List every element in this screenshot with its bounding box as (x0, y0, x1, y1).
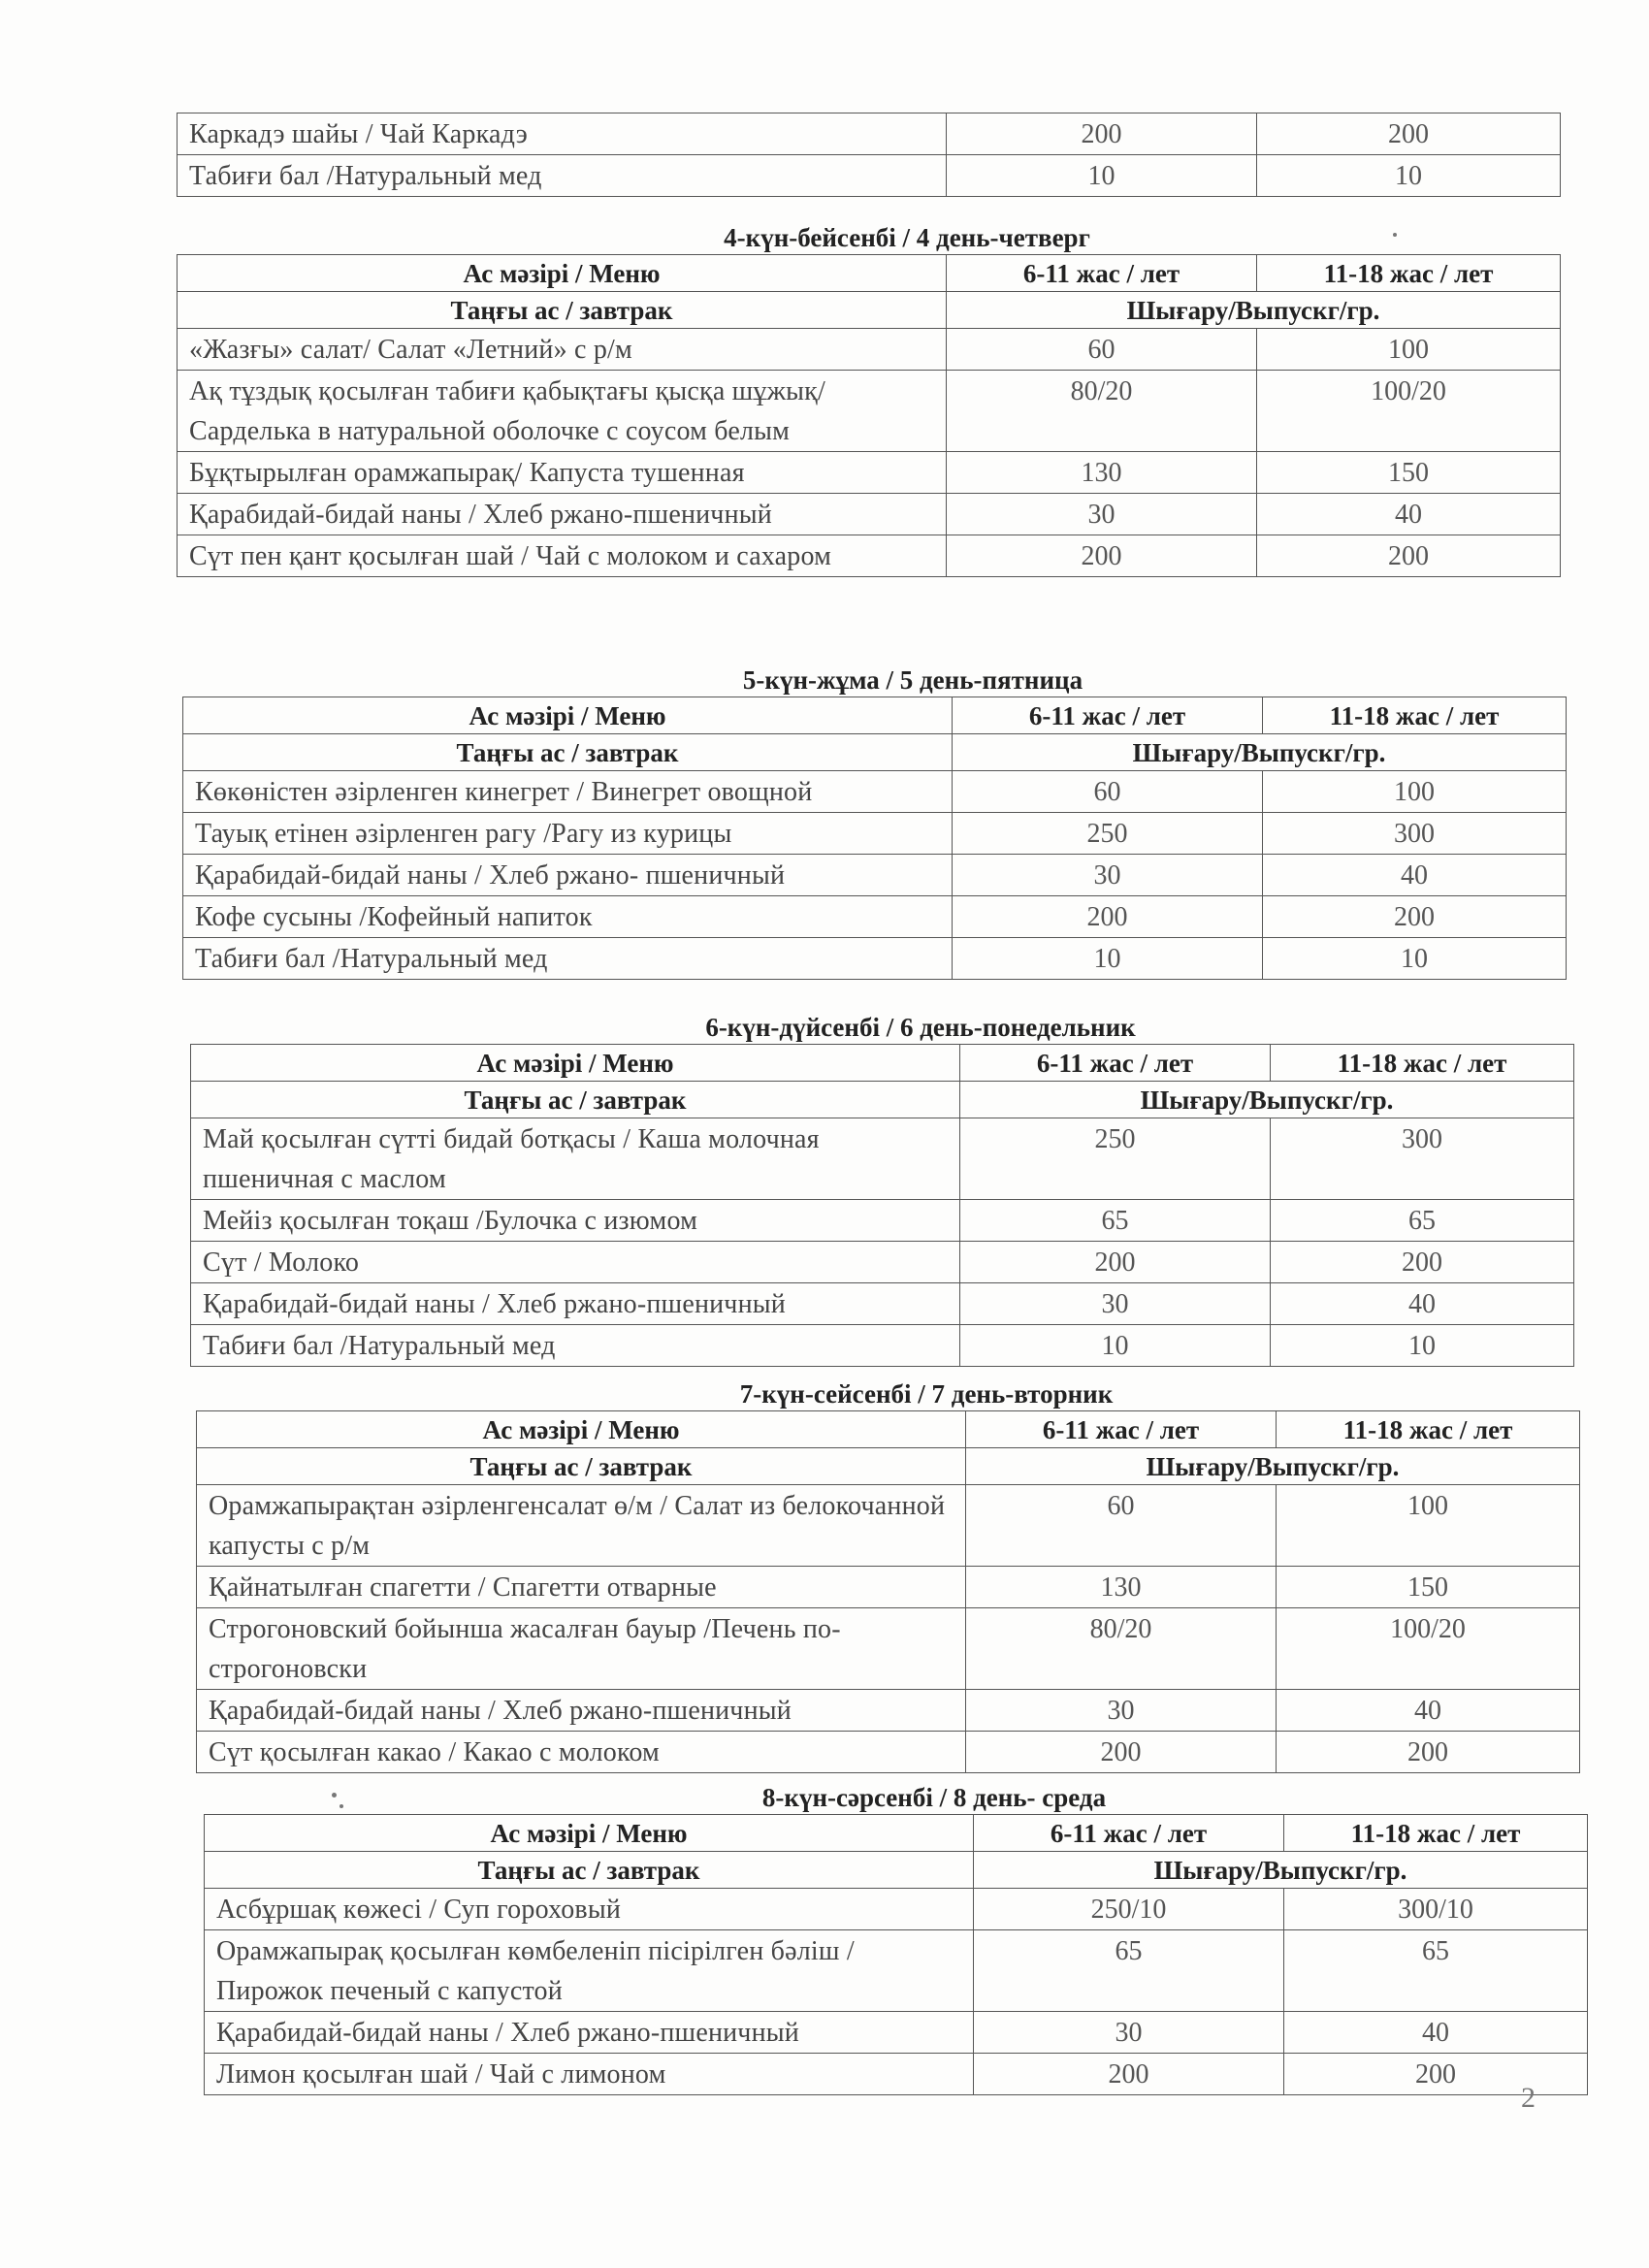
portion-11-18: 10 (1263, 938, 1567, 980)
meal-header-row (183, 734, 1567, 771)
portion-11-18: 100 (1257, 329, 1561, 371)
portion-11-18: 150 (1277, 1567, 1580, 1608)
day-8-section (204, 1781, 1587, 2095)
portion-6-11: 250 (953, 813, 1263, 855)
table-row (178, 371, 1561, 452)
table-row (178, 452, 1561, 494)
dish-name: Кофе сусыны /Кофейный напиток (183, 896, 953, 938)
portion-6-11: 250 (960, 1118, 1271, 1200)
meal-header: Таңғы ас / завтрак (197, 1448, 966, 1485)
scan-speck (340, 1804, 343, 1808)
dish-name: Қайнатылған спагетти / Спагетти отварные (197, 1567, 966, 1608)
table-row (197, 1567, 1580, 1608)
dish-name: Асбұршақ көжесі / Суп гороховый (205, 1889, 974, 1930)
day-title: 7-күн-сейсенбі / 7 день-вторник (739, 1379, 1114, 1409)
dish-name: Табиғи бал /Натуральный мед (178, 155, 947, 197)
portion-11-18: 300 (1271, 1118, 1574, 1200)
continuation-table (177, 113, 1561, 197)
table-row (205, 1930, 1588, 2012)
portion-11-18: 40 (1271, 1283, 1574, 1325)
menu-table (196, 1410, 1580, 1773)
table-header-row (178, 255, 1561, 292)
table-row (183, 896, 1567, 938)
table-row (183, 771, 1567, 813)
meal-header-row (205, 1852, 1588, 1889)
menu-table (177, 254, 1561, 577)
dish-name: Мейіз қосылған тоқаш /Булочка с изюмом (191, 1200, 960, 1242)
dish-name: Каркадэ шайы / Чай Каркадэ (178, 113, 947, 155)
dish-name: Строгоновский бойынша жасалған бауыр /Печень по-строгоновски (197, 1608, 966, 1690)
meal-header: Таңғы ас / завтрак (183, 734, 953, 771)
menu-header: Ас мәзірі / Меню (197, 1411, 966, 1448)
portion-11-18: 100/20 (1257, 371, 1561, 452)
portion-6-11: 10 (960, 1325, 1271, 1367)
portion-11-18: 65 (1284, 1930, 1588, 2012)
dish-name: Ақ тұздық қосылған табиғи қабықтағы қысқа шұжық/ Сарделька в натуральной оболочке с соусом белым (178, 371, 947, 452)
portion-11-18: 65 (1271, 1200, 1574, 1242)
output-header: Шығару/Выпускг/гр. (947, 292, 1561, 329)
portion-11-18: 40 (1257, 494, 1561, 535)
meal-header-row (197, 1448, 1580, 1485)
portion-6-11: 65 (960, 1200, 1271, 1242)
table-row (183, 938, 1567, 980)
portion-11-18: 40 (1263, 855, 1567, 896)
portion-6-11: 30 (953, 855, 1263, 896)
menu-header: Ас мәзірі / Меню (205, 1815, 974, 1852)
table-row (197, 1485, 1580, 1567)
table-row (191, 1325, 1574, 1367)
portion-11-18: 300 (1263, 813, 1567, 855)
table-header-row (205, 1815, 1588, 1852)
portion-6-11: 130 (947, 452, 1257, 494)
table-row (191, 1200, 1574, 1242)
menu-table (190, 1044, 1574, 1367)
dish-name: Лимон қосылған шай / Чай с лимоном (205, 2054, 974, 2095)
portion-6-11: 250/10 (974, 1889, 1284, 1930)
menu-header: Ас мәзірі / Меню (191, 1045, 960, 1082)
dish-name: Сүт / Молоко (191, 1242, 960, 1283)
scan-speck (1393, 233, 1397, 237)
dish-name: Қарабидай-бидай наны / Хлеб ржано-пшеничный (191, 1283, 960, 1325)
table-row (197, 1732, 1580, 1773)
table-row (191, 1283, 1574, 1325)
dish-name: Қарабидай-бидай наны / Хлеб ржано-пшеничный (178, 494, 947, 535)
portion-11-18: 100 (1263, 771, 1567, 813)
table-row (178, 535, 1561, 577)
age-header-11-18: 11-18 жас / лет (1284, 1815, 1588, 1852)
table-row (205, 2054, 1588, 2095)
portion-6-11: 10 (947, 155, 1257, 197)
table-row (191, 1242, 1574, 1283)
portion-6-11: 60 (966, 1485, 1277, 1567)
portion-11-18: 200 (1284, 2054, 1588, 2095)
table-row (205, 2012, 1588, 2054)
table-row (178, 155, 1561, 197)
portion-11-18: 200 (1257, 113, 1561, 155)
portion-6-11: 200 (947, 113, 1257, 155)
output-header: Шығару/Выпускг/гр. (960, 1082, 1574, 1118)
output-header: Шығару/Выпускг/гр. (974, 1852, 1588, 1889)
day-title: 5-күн-жұма / 5 день-пятница (742, 665, 1083, 695)
table-header-row (183, 697, 1567, 734)
table-row (197, 1608, 1580, 1690)
portion-6-11: 30 (966, 1690, 1277, 1732)
age-header-6-11: 6-11 жас / лет (947, 255, 1257, 292)
meal-header: Таңғы ас / завтрак (191, 1082, 960, 1118)
dish-name: Қарабидай-бидай наны / Хлеб ржано- пшеничный (183, 855, 953, 896)
age-header-11-18: 11-18 жас / лет (1257, 255, 1561, 292)
portion-6-11: 200 (953, 896, 1263, 938)
portion-11-18: 100 (1277, 1485, 1580, 1567)
age-header-11-18: 11-18 жас / лет (1277, 1411, 1580, 1448)
table-row (183, 813, 1567, 855)
day-title: 6-күн-дүйсенбі / 6 день-понедельник (705, 1013, 1136, 1042)
table-row (191, 1118, 1574, 1200)
continuation-table-block (177, 113, 1560, 197)
age-header-6-11: 6-11 жас / лет (966, 1411, 1277, 1448)
table-row (205, 1889, 1588, 1930)
portion-11-18: 200 (1271, 1242, 1574, 1283)
portion-6-11: 60 (947, 329, 1257, 371)
portion-11-18: 200 (1257, 535, 1561, 577)
dish-name: Сүт пен қант қосылған шай / Чай с молоком и сахаром (178, 535, 947, 577)
portion-6-11: 65 (974, 1930, 1284, 2012)
dish-name: Табиғи бал /Натуральный мед (183, 938, 953, 980)
day-4-section (177, 221, 1560, 577)
meal-header: Таңғы ас / завтрак (205, 1852, 974, 1889)
dish-name: Бұқтырылған орамжапырақ/ Капуста тушенная (178, 452, 947, 494)
dish-name: «Жазғы» салат/ Салат «Летний» с р/м (178, 329, 947, 371)
portion-6-11: 30 (960, 1283, 1271, 1325)
day-6-section (190, 1011, 1573, 1367)
portion-6-11: 200 (966, 1732, 1277, 1773)
menu-table (204, 1814, 1588, 2095)
portion-6-11: 200 (960, 1242, 1271, 1283)
day-title: 4-күн-бейсенбі / 4 день-четверг (724, 223, 1090, 252)
meal-header-row (191, 1082, 1574, 1118)
age-header-6-11: 6-11 жас / лет (960, 1045, 1271, 1082)
portion-6-11: 30 (974, 2012, 1284, 2054)
portion-6-11: 10 (953, 938, 1263, 980)
portion-11-18: 150 (1257, 452, 1561, 494)
table-row (178, 494, 1561, 535)
portion-11-18: 40 (1277, 1690, 1580, 1732)
menu-header: Ас мәзірі / Меню (178, 255, 947, 292)
day-title: 8-күн-сәрсенбі / 8 день- среда (761, 1783, 1107, 1812)
day-7-section (196, 1377, 1579, 1773)
portion-11-18: 10 (1271, 1325, 1574, 1367)
portion-11-18: 10 (1257, 155, 1561, 197)
portion-6-11: 80/20 (966, 1608, 1277, 1690)
table-row (178, 329, 1561, 371)
portion-11-18: 200 (1263, 896, 1567, 938)
table-row (183, 855, 1567, 896)
dish-name: Тауық етінен әзірленген рагу /Рагу из курицы (183, 813, 953, 855)
dish-name: Орамжапырақ қосылған көмбеленіп пісірілген бәліш / Пирожок печеный с капустой (205, 1930, 974, 2012)
menu-header: Ас мәзірі / Меню (183, 697, 953, 734)
dish-name: Қарабидай-бидай наны / Хлеб ржано-пшеничный (197, 1690, 966, 1732)
menu-table (182, 697, 1567, 980)
age-header-6-11: 6-11 жас / лет (953, 697, 1263, 734)
portion-6-11: 200 (974, 2054, 1284, 2095)
dish-name: Табиғи бал /Натуральный мед (191, 1325, 960, 1367)
meal-header: Таңғы ас / завтрак (178, 292, 947, 329)
dish-name: Май қосылған сүтті бидай ботқасы / Каша молочная пшеничная с маслом (191, 1118, 960, 1200)
table-row (197, 1690, 1580, 1732)
portion-11-18: 300/10 (1284, 1889, 1588, 1930)
page-number: 2 (1521, 2082, 1536, 2114)
table-header-row (191, 1045, 1574, 1082)
portion-11-18: 100/20 (1277, 1608, 1580, 1690)
dish-name: Сүт қосылған какао / Какао с молоком (197, 1732, 966, 1773)
dish-name: Орамжапырақтан әзірленгенсалат ө/м / Салат из белокочанной капусты с р/м (197, 1485, 966, 1567)
portion-6-11: 200 (947, 535, 1257, 577)
dish-name: Көкөністен әзірленген кинегрет / Винегрет овощной (183, 771, 953, 813)
meal-header-row (178, 292, 1561, 329)
portion-11-18: 40 (1284, 2012, 1588, 2054)
table-header-row (197, 1411, 1580, 1448)
age-header-11-18: 11-18 жас / лет (1263, 697, 1567, 734)
portion-6-11: 30 (947, 494, 1257, 535)
portion-11-18: 200 (1277, 1732, 1580, 1773)
table-row (178, 113, 1561, 155)
portion-6-11: 130 (966, 1567, 1277, 1608)
dish-name: Қарабидай-бидай наны / Хлеб ржано-пшеничный (205, 2012, 974, 2054)
age-header-6-11: 6-11 жас / лет (974, 1815, 1284, 1852)
portion-6-11: 80/20 (947, 371, 1257, 452)
age-header-11-18: 11-18 жас / лет (1271, 1045, 1574, 1082)
output-header: Шығару/Выпускг/гр. (953, 734, 1567, 771)
day-5-section (182, 664, 1566, 980)
scan-speck (332, 1793, 337, 1798)
output-header: Шығару/Выпускг/гр. (966, 1448, 1580, 1485)
portion-6-11: 60 (953, 771, 1263, 813)
